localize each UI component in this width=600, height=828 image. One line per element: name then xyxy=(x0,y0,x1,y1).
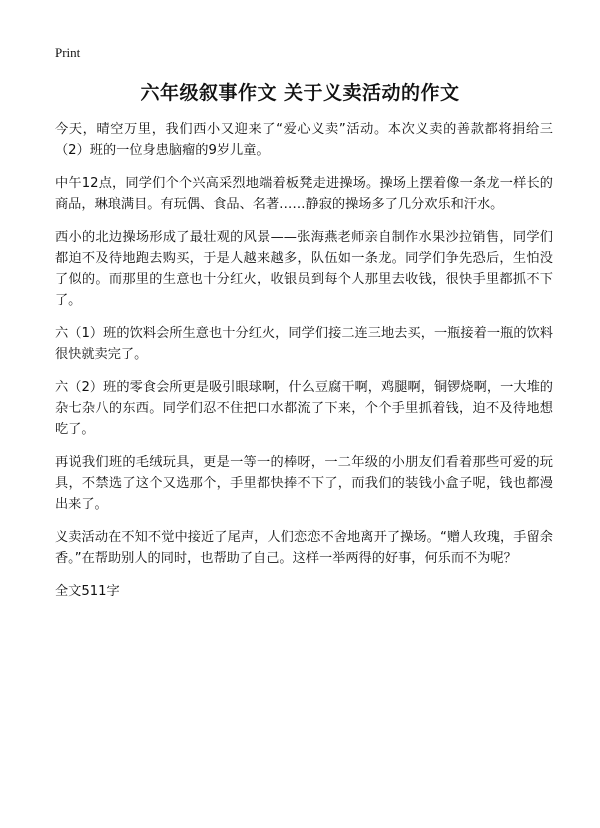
article-body xyxy=(55,119,553,602)
print-link[interactable]: Print xyxy=(55,45,81,60)
paragraph-5: 六（2）班的零食会所更是吸引眼球啊，什么豆腐干啊，鸡腿啊，铜锣烧啊，一大堆的杂七杂八的东西。同学们忍不住把口水都流了下来，个个手里抓着钱，迫不及待地想吃了。 xyxy=(55,380,553,437)
paragraph-1: 今天，晴空万里，我们西小又迎来了“爱心义卖”活动。本次义卖的善款都将捐给三（2）班的一位身患脑瘤的9岁儿童。 xyxy=(55,122,553,158)
paragraph-2: 中午12点，同学们个个兴高采烈地端着板凳走进操场。操场上摆着像一条龙一样长的商品，琳琅满目。有玩偶、食品、名著……静寂的操场多了几分欢乐和汗水。 xyxy=(55,176,553,212)
paragraph-7: 义卖活动在不知不觉中接近了尾声，人们恋恋不舍地离开了操场。“赠人玫瑰，手留余香。”在帮助别人的同时，也帮助了自己。这样一举两得的好事，何乐而不为呢？ xyxy=(55,530,553,566)
paragraph-3: 西小的北边操场形成了最壮观的风景——张海燕老师亲自制作水果沙拉销售，同学们都迫不及待地跑去购买，于是人越来越多，队伍如一条龙。同学们争先恐后，生怕没了似的。而那里的生意也十分红火，收银员到每个人那里去收钱，很快手里都抓不下了。 xyxy=(55,230,553,308)
word-count: 全文511字 xyxy=(55,584,120,599)
paragraph-4: 六（1）班的饮料会所生意也十分红火，同学们接二连三地去买，一瓶接着一瓶的饮料很快就卖完了。 xyxy=(55,326,553,362)
article-title: 六年级叙事作文 关于义卖活动的作文 xyxy=(140,82,460,104)
paragraph-6: 再说我们班的毛绒玩具，更是一等一的棒呀，一二年级的小朋友们看着那些可爱的玩具，不禁选了这个又选那个，手里都快捧不下了，而我们的装钱小盒子呢，钱也都漫出来了。 xyxy=(55,455,553,512)
